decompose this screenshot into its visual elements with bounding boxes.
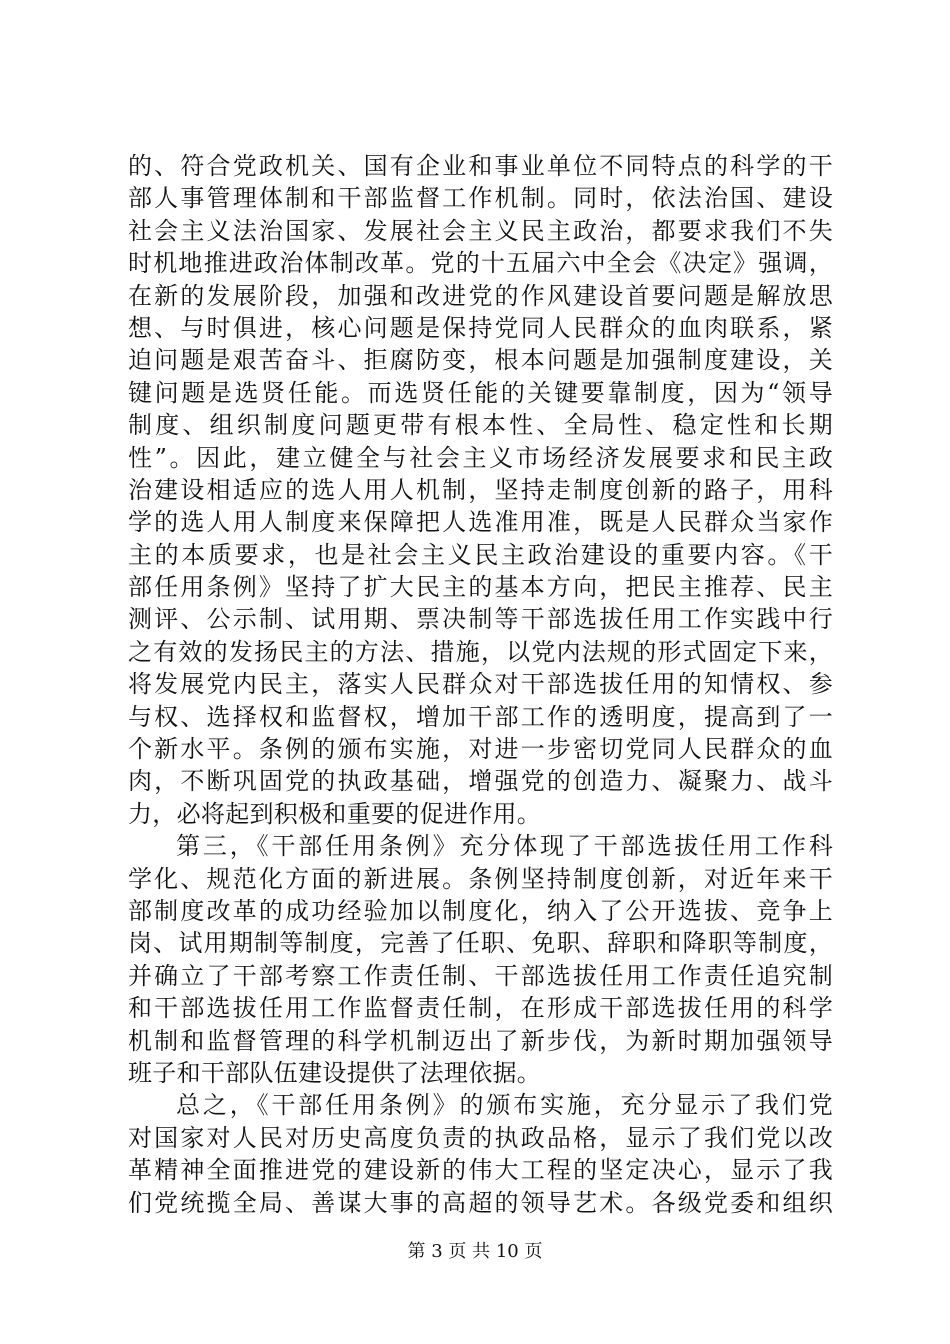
text-line: 主的本质要求，也是社会主义民主政治建设的重要内容。《干 <box>128 540 833 569</box>
text-line: 时机地推进政治体制改革。党的十五届六中全会《决定》强调， <box>128 249 833 278</box>
text-line: 部任用条例》坚持了扩大民主的基本方向，把民主推荐、民主 <box>128 573 833 602</box>
text-line: 测评、公示制、试用期、票决制等干部选拔任用工作实践中行 <box>128 605 833 634</box>
text-line: 对国家对人民对历史高度负责的执政品格，显示了我们党以改 <box>128 1123 833 1152</box>
text-line: 在新的发展阶段，加强和改进党的作风建设首要问题是解放思 <box>128 281 833 310</box>
text-line: 之有效的发扬民主的方法、措施，以党内法规的形式固定下来， <box>128 637 833 666</box>
text-line: 肉，不断巩固党的执政基础，增强党的创造力、凝聚力、战斗 <box>128 767 833 796</box>
page-number-footer: 第 3 页 共 10 页 <box>407 1241 543 1262</box>
text-line: 性”。因此，建立健全与社会主义市场经济发展要求和民主政 <box>128 443 833 472</box>
text-line: 学化、规范化方面的新进展。条例坚持制度创新，对近年来干 <box>128 864 833 893</box>
text-line: 岗、试用期制等制度，完善了任职、免职、辞职和降职等制度， <box>128 929 833 958</box>
text-line: 并确立了干部考察工作责任制、干部选拔任用工作责任追究制 <box>128 961 833 990</box>
text-line: 迫问题是艰苦奋斗、拒腐防变，根本问题是加强制度建设，关 <box>128 346 833 375</box>
text-line: 力，必将起到积极和重要的促进作用。 <box>128 799 542 828</box>
text-line: 学的选人用人制度来保障把人选准用准，既是人民群众当家作 <box>128 508 833 537</box>
text-line: 和干部选拔任用工作监督责任制，在形成干部选拔任用的科学 <box>128 994 833 1023</box>
text-line: 治建设相适应的选人用人机制，坚持走制度创新的路子，用科 <box>128 475 833 504</box>
document-body <box>128 150 833 1219</box>
text-line: 们党统揽全局、善谋大事的高超的领导艺术。各级党委和组织 <box>128 1188 833 1217</box>
text-line: 将发展党内民主，落实人民群众对干部选拔任用的知情权、参 <box>128 670 833 699</box>
text-line: 想、与时俱进，核心问题是保持党同人民群众的血肉联系，紧 <box>128 313 833 342</box>
paragraph-start-line: 第三，《干部任用条例》充分体现了干部选拔任用工作科 <box>176 832 833 861</box>
text-line: 的、符合党政机关、国有企业和事业单位不同特点的科学的干 <box>128 152 833 180</box>
paragraph-start-line: 总之，《干部任用条例》的颁布实施，充分显示了我们党 <box>176 1091 833 1120</box>
text-line: 机制和监督管理的科学机制迈出了新步伐，为新时期加强领导 <box>128 1026 833 1055</box>
text-line: 班子和干部队伍建设提供了法理依据。 <box>128 1058 542 1087</box>
text-line: 个新水平。条例的颁布实施，对进一步密切党同人民群众的血 <box>128 735 833 764</box>
text-line: 制度、组织制度问题更带有根本性、全局性、稳定性和长期 <box>128 411 833 440</box>
text-line: 与权、选择权和监督权，增加干部工作的透明度，提高到了一 <box>128 702 833 731</box>
text-line: 键问题是选贤任能。而选贤任能的关键要靠制度，因为“领导 <box>128 378 833 407</box>
text-line: 革精神全面推进党的建设新的伟大工程的坚定决心，显示了我 <box>128 1156 833 1185</box>
text-line: 社会主义法治国家、发展社会主义民主政治，都要求我们不失 <box>128 216 833 245</box>
text-line: 部人事管理体制和干部监督工作机制。同时，依法治国、建设 <box>128 184 833 213</box>
text-line: 部制度改革的成功经验加以制度化，纳入了公开选拔、竞争上 <box>128 896 833 925</box>
